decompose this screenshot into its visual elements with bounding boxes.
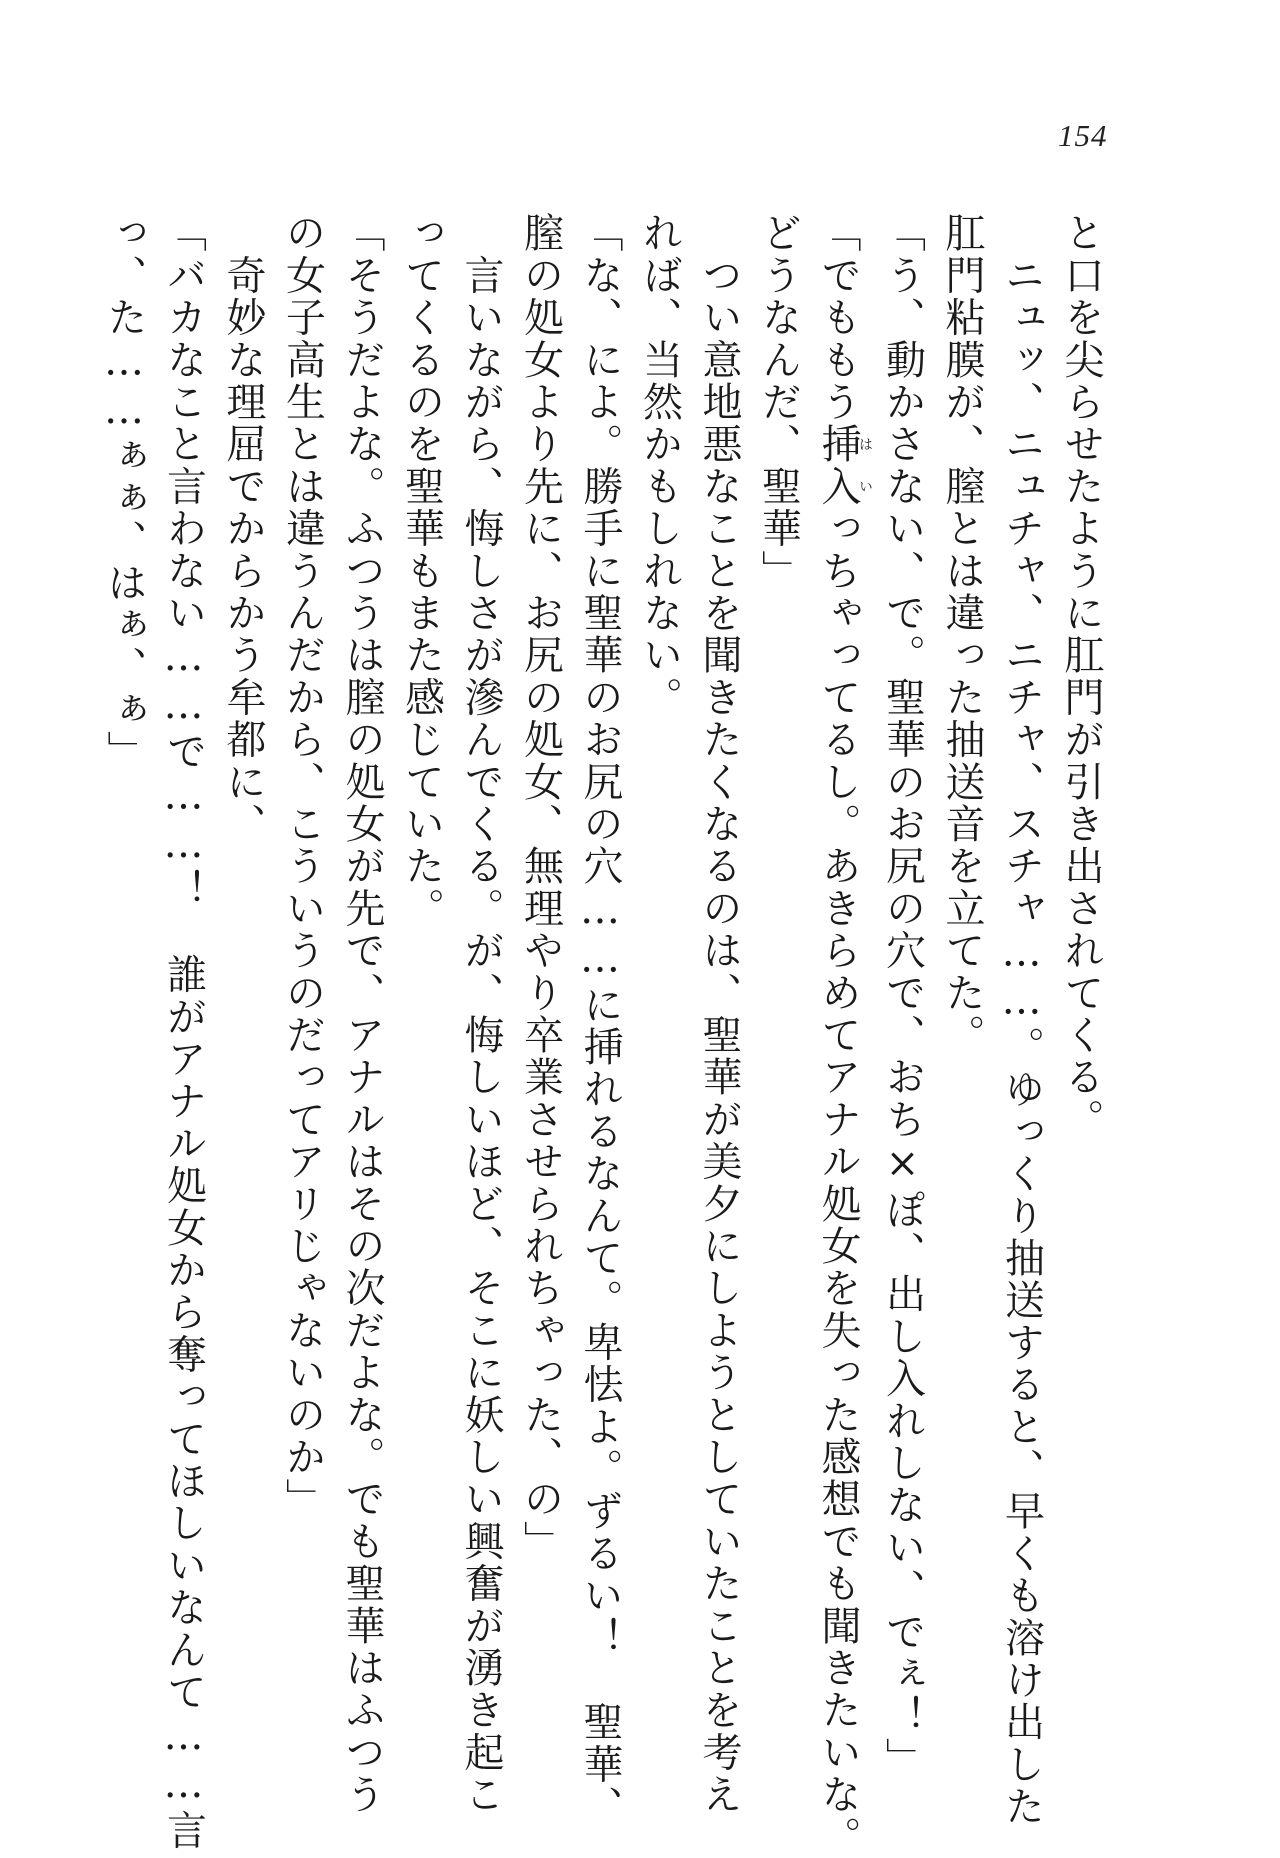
text-line: 膣の処女より先に、お尻の処女、無理やり卒業させられちゃった、の」: [517, 212, 564, 1563]
text-line: の女子高生とは違うんだから、こういうのだってアリじゃないのか」: [279, 212, 326, 1521]
text-line: 「な、によ。勝手に聖華のお尻の穴……に挿れるなんて。卑怯よ。ずるい！ 聖華、: [577, 212, 623, 1828]
text-line: 「そうだよな。ふつうは膣の処女が先で、アナルはその次だよな。でも聖華はふつう: [339, 212, 385, 1816]
text-line: どうなんだ、聖華」: [755, 212, 802, 592]
text-line: 「う、動かさない、で。聖華のお尻の穴で、おち×ぽ、出し入れしない、でぇ！」: [879, 212, 926, 1780]
text-line: 肛門粘膜が、膣とは違った抽送音を立てた。: [939, 212, 985, 1056]
ruby-annotation: [815, 423, 873, 508]
text-line-with-ruby: [808, 212, 873, 1858]
page-number: 154: [1058, 118, 1108, 153]
text-line: ってくるのを聖華もまた感じていた。: [398, 212, 445, 930]
line-segment: っちゃってるし。あきらめてアナル処女を失った感想でも聞きたいな。: [815, 507, 861, 1858]
text-line: れば、当然かもしれない。: [636, 212, 683, 719]
ruby-reading: はい: [857, 423, 873, 508]
text-line: と口を尖らせたように肛門が引き出されてくる。: [1058, 212, 1104, 1141]
text-line: つい意地悪なことを聞きたくなるのは、聖華が美夕にしようとしていたことを考え: [696, 212, 742, 1816]
text-line: 「バカなこと言わない……で……！ 誰がアナル処女から奪ってほしいなんて……言: [160, 212, 207, 1852]
text-line: 言いながら、悔しさが滲んでくる。が、悔しいほど、そこに妖しい興奮が湧き起こ: [458, 212, 504, 1816]
text-line: ニュッ、ニュチャ、ニチャ、スチャ……。ゆっくり抽送すると、早くも溶け出した: [998, 212, 1045, 1828]
text-line: っ、た……ぁぁ、はぁ、ぁ」: [101, 212, 147, 773]
text-line: 奇妙な理屈でからかう牟都に、: [220, 212, 266, 845]
line-segment: 「でももう: [815, 212, 861, 423]
ruby-base: 挿入: [815, 423, 861, 508]
body-text: [101, 212, 1110, 1858]
